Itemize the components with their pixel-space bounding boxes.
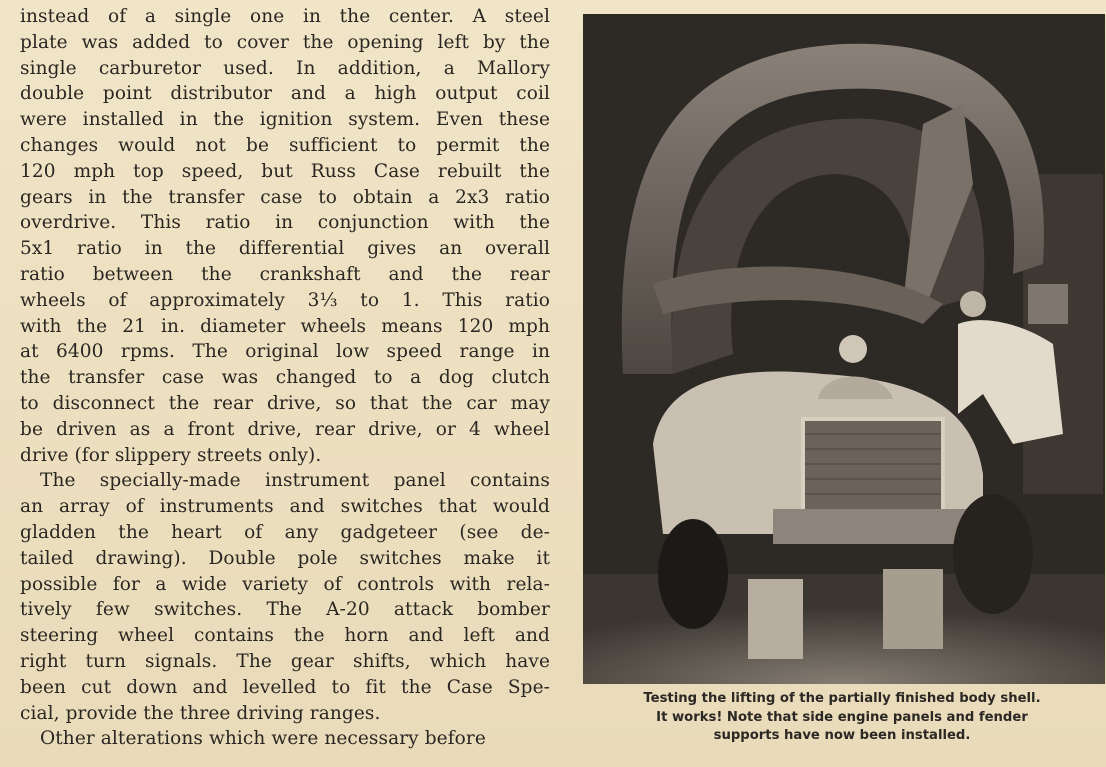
article-line: an array of instruments and switches that would <box>20 496 550 518</box>
article-line: Other alterations which were necessary before <box>40 728 486 750</box>
article-line: with the 21 in. diameter wheels means 120 mph <box>20 315 550 337</box>
article-line: cial, provide the three driving ranges. <box>20 702 381 724</box>
caption-line: supports have now been installed. <box>713 728 971 743</box>
article-line: plate was added to cover the opening left by the <box>20 31 550 53</box>
article-line: be driven as a front drive, rear drive, or 4 wheel <box>20 418 550 440</box>
article-line: tively few switches. The A-20 attack bomber <box>20 599 550 621</box>
article-line: drive (for slippery streets only). <box>20 444 322 466</box>
car-photo-illustration <box>583 14 1105 684</box>
photo-caption <box>586 690 1098 746</box>
article-line: The specially-made instrument panel contains <box>40 470 550 492</box>
article-line: double point distributor and a high output coil <box>20 83 550 105</box>
caption-line: It works! Note that side engine panels and fender <box>656 709 1028 725</box>
article-text-column <box>20 4 550 752</box>
car-photo <box>583 14 1105 684</box>
article-line: at 6400 rpms. The original low speed range in <box>20 341 550 363</box>
article-line: the transfer case was changed to a dog clutch <box>20 367 550 389</box>
article-line: steering wheel contains the horn and left and <box>20 625 550 647</box>
article-line: single carburetor used. In addition, a Mallory <box>20 57 550 79</box>
caption-line: Testing the lifting of the partially finished body shell. <box>643 691 1041 706</box>
article-line: 120 mph top speed, but Russ Case rebuilt the <box>20 160 550 182</box>
article-line: to disconnect the rear drive, so that the car may <box>20 392 550 414</box>
article-line: wheels of approximately 3⅓ to 1. This ratio <box>20 289 550 311</box>
article-line: right turn signals. The gear shifts, which have <box>20 650 550 672</box>
article-line: been cut down and levelled to fit the Case Spe- <box>20 676 550 698</box>
article-line: instead of a single one in the center. A steel <box>20 6 550 27</box>
article-line: ratio between the crankshaft and the rear <box>20 263 550 285</box>
article-line: tailed drawing). Double pole switches make it <box>20 547 550 569</box>
article-line: changes would not be sufficient to permit the <box>20 134 550 156</box>
article-line: 5x1 ratio in the differential gives an overall <box>20 238 550 260</box>
article-line: were installed in the ignition system. Even these <box>20 109 550 131</box>
article-line: gladden the heart of any gadgeteer (see de- <box>20 521 550 543</box>
article-line: possible for a wide variety of controls with rela- <box>20 573 550 595</box>
article-line: gears in the transfer case to obtain a 2x3 ratio <box>20 186 550 208</box>
article-line: overdrive. This ratio in conjunction with the <box>20 212 550 234</box>
